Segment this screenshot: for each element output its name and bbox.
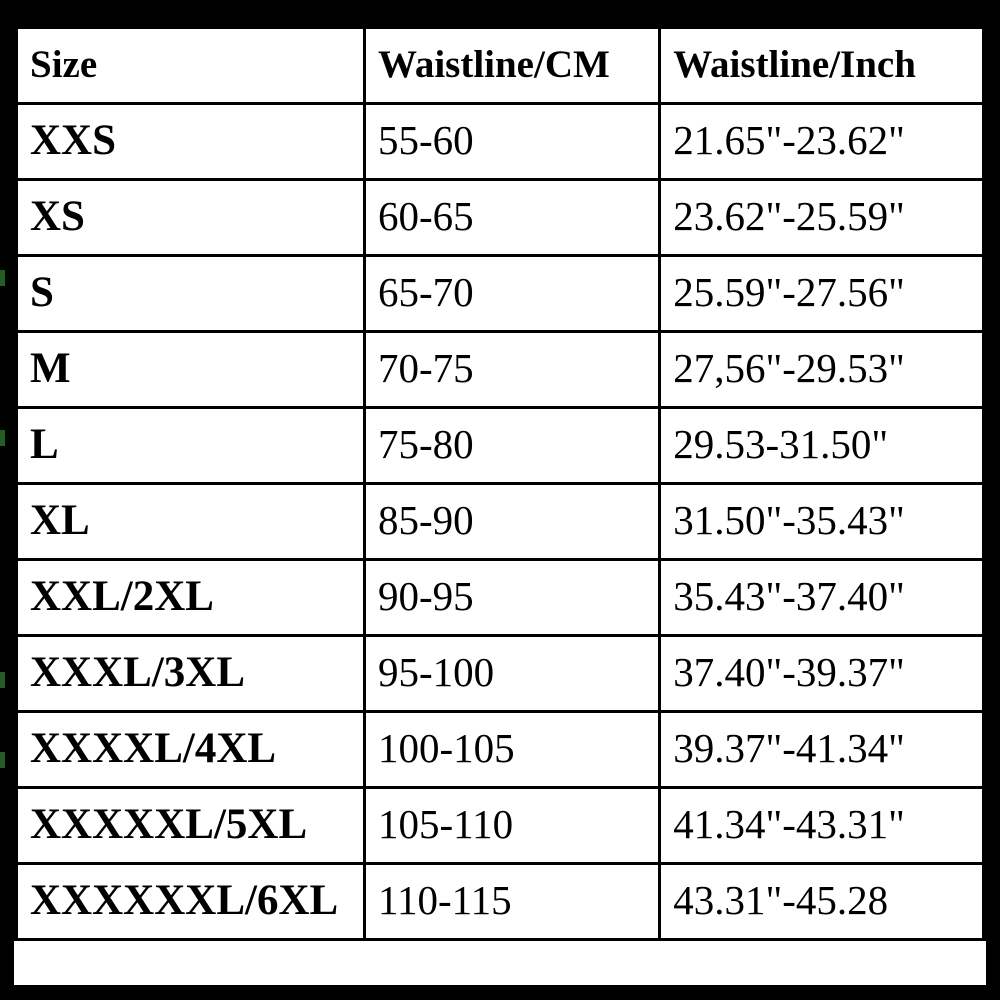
scan-artifact-mark xyxy=(0,270,5,286)
table-row xyxy=(16,483,984,559)
cell-waistline-cm: 65-70 xyxy=(364,255,659,331)
cell-waistline-cm: 100-105 xyxy=(364,711,659,787)
cell-size: XXXXL/4XL xyxy=(16,711,364,787)
size-chart-table xyxy=(14,25,986,941)
cell-size: XXXXXL/5XL xyxy=(16,787,364,863)
table-row xyxy=(16,787,984,863)
cell-waistline-inch: 29.53-31.50" xyxy=(660,407,984,483)
cell-size: XXS xyxy=(16,103,364,179)
column-header-size: Size xyxy=(16,27,364,103)
scan-artifact-mark xyxy=(0,672,5,688)
cell-waistline-inch: 23.62"-25.59" xyxy=(660,179,984,255)
cell-waistline-cm: 105-110 xyxy=(364,787,659,863)
table-row xyxy=(16,559,984,635)
cell-size: S xyxy=(16,255,364,331)
cell-waistline-inch: 41.34"-43.31" xyxy=(660,787,984,863)
cell-waistline-cm: 60-65 xyxy=(364,179,659,255)
cell-waistline-inch: 37.40"-39.37" xyxy=(660,635,984,711)
cell-size: XXXXXXL/6XL xyxy=(16,863,364,939)
table-header-row xyxy=(16,27,984,103)
column-header-waistline-cm: Waistline/CM xyxy=(364,27,659,103)
cell-size: XL xyxy=(16,483,364,559)
table-row xyxy=(16,255,984,331)
table-row xyxy=(16,407,984,483)
table-row xyxy=(16,635,984,711)
cell-size: L xyxy=(16,407,364,483)
cell-size: XS xyxy=(16,179,364,255)
cell-size: XXL/2XL xyxy=(16,559,364,635)
cell-waistline-inch: 31.50"-35.43" xyxy=(660,483,984,559)
column-header-waistline-inch: Waistline/Inch xyxy=(660,27,984,103)
table-row xyxy=(16,179,984,255)
cell-waistline-cm: 110-115 xyxy=(364,863,659,939)
cell-waistline-cm: 90-95 xyxy=(364,559,659,635)
cell-waistline-inch: 39.37"-41.34" xyxy=(660,711,984,787)
table-row xyxy=(16,103,984,179)
table-row xyxy=(16,711,984,787)
cell-waistline-inch: 43.31"-45.28 xyxy=(660,863,984,939)
table-row xyxy=(16,863,984,939)
cell-waistline-cm: 55-60 xyxy=(364,103,659,179)
cell-size: M xyxy=(16,331,364,407)
cell-waistline-inch: 35.43"-37.40" xyxy=(660,559,984,635)
scan-artifact-mark xyxy=(0,430,5,446)
cell-waistline-inch: 21.65"-23.62" xyxy=(660,103,984,179)
cell-waistline-inch: 27,56"-29.53" xyxy=(660,331,984,407)
cell-waistline-cm: 85-90 xyxy=(364,483,659,559)
table-row xyxy=(16,331,984,407)
size-chart-container xyxy=(14,25,986,985)
cell-size: XXXL/3XL xyxy=(16,635,364,711)
table-body xyxy=(16,103,984,939)
cell-waistline-cm: 95-100 xyxy=(364,635,659,711)
cell-waistline-inch: 25.59"-27.56" xyxy=(660,255,984,331)
cell-waistline-cm: 75-80 xyxy=(364,407,659,483)
table-header xyxy=(16,27,984,103)
cell-waistline-cm: 70-75 xyxy=(364,331,659,407)
scan-artifact-mark xyxy=(0,752,5,768)
